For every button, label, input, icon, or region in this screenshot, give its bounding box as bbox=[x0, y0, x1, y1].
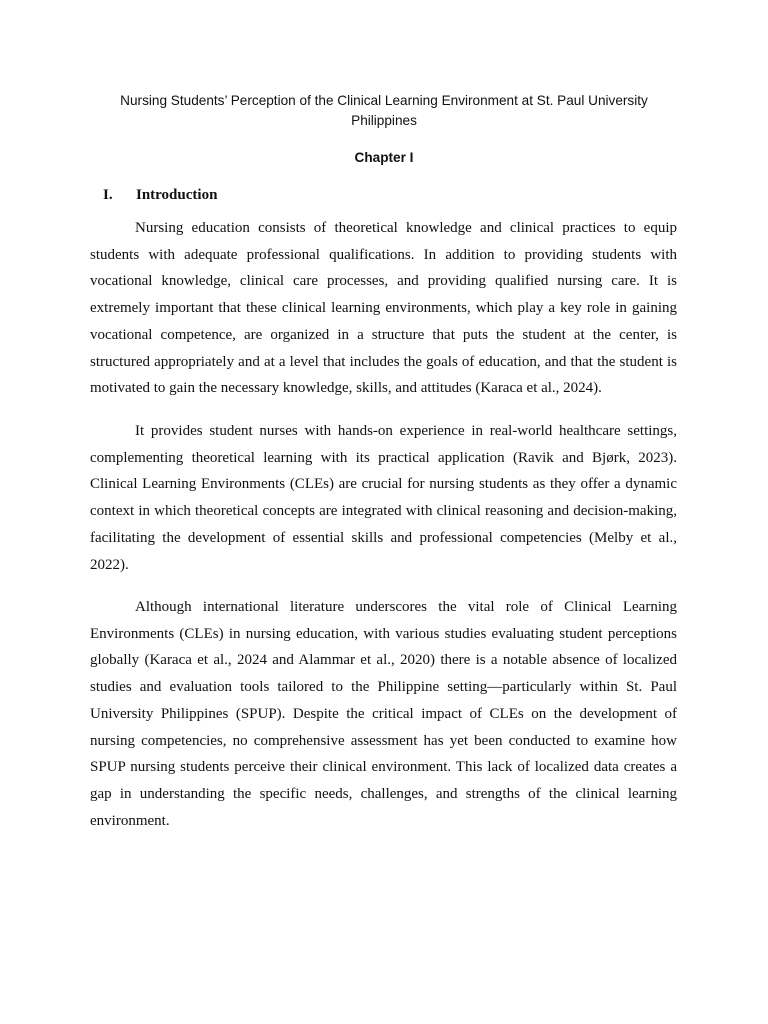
chapter-heading: Chapter I bbox=[354, 150, 414, 165]
body-paragraph: Nursing education consists of theoretical knowledge and clinical practices to equip students with adequate professional qualifications. In addition to providing students with vocational knowledge, clinical care processes, and providing qualified nursing care. It is extremely important that these clinical learning environments, which play a key role in gaining vocational competence, are organized in a structure that puts the student at the center, is structured appropriately and at a level that includes the goals of education, and that the student is motivated to gain the necessary knowledge, skills, and attitudes (Karaca et al., 2024). bbox=[90, 220, 677, 397]
section-number: I. bbox=[103, 187, 113, 203]
body-paragraph: It provides student nurses with hands-on experience in real-world healthcare settings, complementing theoretical learning with its practical application (Ravik and Bjørk, 2023). Clinical Learning Environments (CLEs) are crucial for nursing students as they offer a dynamic context in which theoretical concepts are integrated with clinical reasoning and decision-making, facilitating the development of essential skills and professional competencies (Melby et al., 2022). bbox=[90, 423, 677, 573]
body-paragraph: Although international literature underscores the vital role of Clinical Learning Environments (CLEs) in nursing education, with various studies evaluating student perceptions globally (Karaca et al., 2024 and Alammar et al., 2020) there is a notable absence of localized studies and evaluation tools tailored to the Philippine setting—particularly within St. Paul University Philippines (SPUP). Despite the critical impact of CLEs on the development of nursing competencies, no comprehensive assessment has yet been conducted to examine how SPUP nursing students perceive their clinical environment. This lack of localized data creates a gap in understanding the specific needs, challenges, and strengths of the clinical learning environment. bbox=[90, 599, 677, 829]
section-heading bbox=[103, 185, 217, 205]
section-title: Introduction bbox=[136, 187, 218, 203]
document-title: Nursing Students’ Perception of the Clinical Learning Environment at St. Paul University Philippines bbox=[120, 93, 648, 128]
